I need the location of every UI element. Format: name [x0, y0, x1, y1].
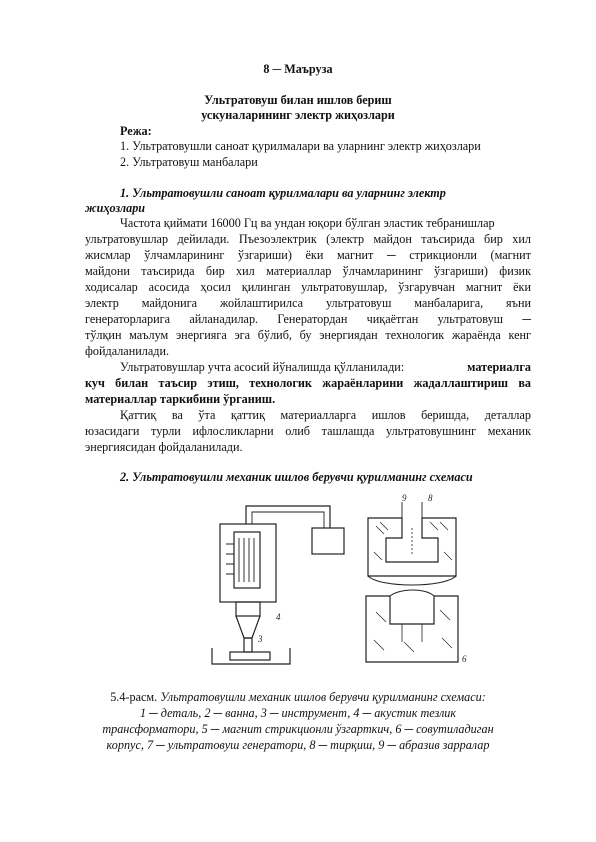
figure-label-3: 3	[258, 634, 263, 644]
para-2-line-1	[120, 360, 531, 375]
lower-detail-shape	[366, 596, 458, 662]
para-1-line-1: Частота қиймати 16000 Гц ва ундан юқори бўлган эластик тебранишлар	[120, 216, 495, 230]
para-1-line-5: ходисалар асосида ҳосил қилинган ультратовушлар, ўзгарувчан магнит ёки	[85, 280, 531, 294]
tool-shape	[244, 638, 252, 652]
para-1-line-2: ультратовушлар дейилади. Пъезоэлектрик (электр майдон таъсирида бир хил	[85, 232, 531, 246]
para-2-line-2: куч билан таъсир этиш, технологик жараёнларини жадаллаштириш ва	[85, 376, 531, 390]
section-2-heading: 2. Ультратовушли механик ишлов берувчи қурилманинг схемаси	[120, 470, 473, 484]
figure-label-6: 6	[462, 654, 467, 664]
topic-title-line-2: ускуналарининг электр жиҳозлари	[201, 108, 395, 122]
plan-item-1: 1. Ультратовушли саноат қурилмалари ва уларнинг электр жиҳозлари	[120, 139, 481, 153]
transducer-coil-shape	[234, 532, 260, 588]
ultrasonic-generator-shape	[312, 528, 344, 554]
para-1-line-7: генераторларига айланадилар. Генератордан чиқаётган ультратовуш ─	[85, 312, 531, 326]
para-1-line-3: жисмлар ўлчамларининг ўзгариши) ёки магнит ─ стрикционли (магнит	[85, 248, 531, 262]
plan-label: Режа:	[120, 124, 152, 138]
bath-shape	[212, 648, 290, 664]
para-3-line-2: юзасидаги турли ифлосликларни олиб ташлашда ультратовушнинг механик	[85, 424, 531, 438]
para-1-line-8: тўлқин маълум энергияга эга бўлиб, бу энергиядан технологик жараёнда кенг	[85, 328, 531, 342]
cooled-housing-shape	[220, 524, 276, 602]
para-3-line-1: Қаттиқ ва ўта қаттиқ материалларга ишлов беришда, деталлар	[120, 408, 531, 422]
figure-number: 5.4-расм.	[110, 690, 158, 704]
workpiece-shape	[230, 652, 270, 660]
figure-caption-line-4: корпус, 7 ─ ультратовуш генератори, 8 ─ тирқиш, 9 ─ абразив зарралар	[106, 738, 490, 752]
section-1-heading-line-2: жиҳозлари	[85, 201, 146, 215]
para-2-regular-text: Ультратовушлар учта асосий йўналишда қўлланилади:	[120, 360, 405, 374]
para-1-line-6: электр майдонига жойлаштирилса ультратовуш манбаларига, яъни	[85, 296, 531, 310]
figure-caption-line-3: трансформатори, 5 ─ магнит стрикционли ўзгарткич, 6 ─ совутиладиган	[102, 722, 494, 736]
generator-cable-shape	[246, 506, 330, 528]
figure-label-9: 9	[402, 493, 407, 503]
upper-detail-shape	[368, 518, 456, 576]
para-1-line-4: майдони таъсирида бир хил материаллар ўлчамларининг ўзгариши) физик	[85, 264, 531, 278]
para-2-bold-start: материалга	[467, 360, 531, 374]
plan-item-2: 2. Ультратовуш манбалари	[120, 155, 258, 169]
para-1-line-9: фойдаланилади.	[85, 344, 170, 358]
figure-caption-line-1	[0, 690, 596, 705]
section-1-heading-line-1: 1. Ультратовушли саноат қурилмалари ва уларнинг электр	[120, 186, 446, 200]
topic-title-line-1: Ультратовуш билан ишлов бериш	[204, 93, 392, 107]
device-schematic-figure	[190, 492, 536, 674]
figure-label-8: 8	[428, 493, 433, 503]
figure-label-4: 4	[276, 612, 281, 622]
para-2-line-3: материаллар таркибини ўрганиш.	[85, 392, 276, 406]
figure-title: Ультратовушли механик ишлов берувчи қурилманинг схемаси:	[160, 690, 486, 704]
figure-caption-line-2: 1 ─ деталь, 2 ─ ванна, 3 ─ инструмент, 4 ─ акустик тезлик	[139, 706, 457, 720]
lecture-title: 8 ─ Маъруза	[263, 62, 333, 76]
velocity-transformer-shape	[236, 616, 260, 638]
para-3-line-3: энергиясидан фойдаланилади.	[85, 440, 243, 454]
